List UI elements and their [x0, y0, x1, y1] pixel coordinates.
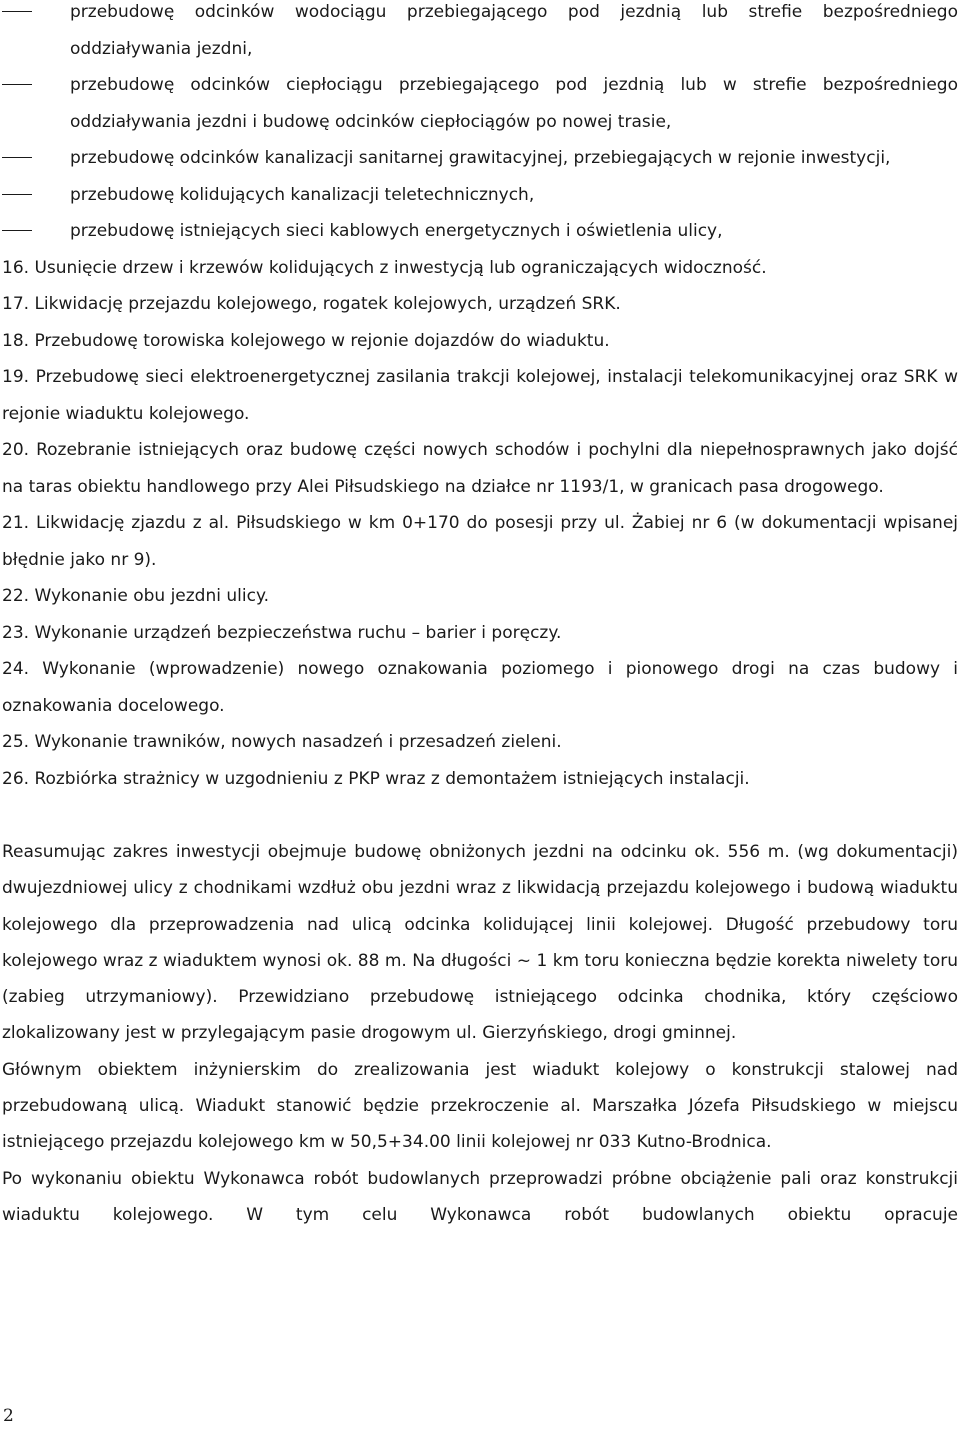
paragraph: Po wykonaniu obiektu Wykonawca robót budowlanych przeprowadzi próbne obciążenie pali oraz konstrukcji wiaduktu kolejowego. W tym celu Wykonawca robót budowlanych obiektu opracuje [2, 1168, 958, 1225]
bullet-list [0, 0, 960, 250]
paragraph: Głównym obiektem inżynierskim do zrealizowania jest wiadukt kolejowy o konstrukcji stalowej nad przebudowaną ulicą. Wiadukt stanowić będzie przekroczenie al. Marszałka Józefa Piłsudskiego w miejscu istniejącego przejazdu kolejowego km w 50,5+34.00 linii kolejowej nr 033 Kutno-Brodnica. [2, 1059, 958, 1153]
list-item: przebudowę odcinków wodociągu przebiegającego pod jezdnią lub strefie bezpośredniego oddziaływania jezdni, [0, 0, 960, 67]
page-number: 2 [3, 1406, 14, 1426]
numbered-item: 24. Wykonanie (wprowadzenie) nowego oznakowania poziomego i pionowego drogi na czas budowy i oznakowania docelowego. [2, 659, 958, 716]
numbered-item: 25. Wykonanie trawników, nowych nasadzeń i przesadzeń zieleni. [2, 732, 562, 752]
numbered-item: 18. Przebudowę torowiska kolejowego w rejonie dojazdów do wiaduktu. [2, 330, 610, 351]
dash-marker [2, 194, 32, 195]
numbered-item: 20. Rozebranie istniejących oraz budowę części nowych schodów i pochylni dla niepełnosprawnych jako dojść na taras obiektu handlowego przy Alei Piłsudskiego na działce nr 1193/1, w granicach pasa drogowego. [2, 440, 958, 497]
dash-marker [2, 11, 32, 12]
summary-section [0, 834, 960, 1233]
dash-marker [2, 230, 32, 231]
numbered-item: 23. Wykonanie urządzeń bezpieczeństwa ruchu – barier i poręczy. [2, 622, 562, 643]
list-item: przebudowę odcinków kanalizacji sanitarnej grawitacyjnej, przebiegających w rejonie inwestycji, [0, 140, 960, 177]
paragraph-gap [0, 797, 960, 834]
list-item: przebudowę istniejących sieci kablowych energetycznych i oświetlenia ulicy, [0, 213, 960, 250]
numbered-item: 19. Przebudowę sieci elektroenergetycznej zasilania trakcji kolejowej, instalacji telekomunikacyjnej oraz SRK w rejonie wiaduktu kolejowego. [2, 367, 958, 424]
numbered-item: 17. Likwidację przejazdu kolejowego, rogatek kolejowych, urządzeń SRK. [2, 294, 621, 314]
dash-marker [2, 157, 32, 158]
numbered-item: 22. Wykonanie obu jezdni ulicy. [2, 586, 269, 606]
paragraph: Reasumując zakres inwestycji obejmuje budowę obniżonych jezdni na odcinku ok. 556 m. (wg dokumentacji) dwujezdniowej ulicy z chodnikami wzdłuż obu jezdni wraz z likwidacją przejazdu kolejowego i budową wiaduktu kolejowego dla przeprowadzenia nad ulicą odcinka kolidującej linii kolejowej. Długość przebudowy toru kolejowego wraz z wiaduktem wynosi ok. 88 m. Na długości ~ 1 km toru konieczna będzie korekta niwelety toru (zabieg utrzymaniowy). Przewidziano przebudowę istniejącego odcinka chodnika, który częściowo zlokalizowany jest w przylegającym pasie drogowym ul. Gierzyńskiego, drogi gminnej. [2, 842, 958, 1044]
numbered-item: 21. Likwidację zjazdu z al. Piłsudskiego w km 0+170 do posesji przy ul. Żabiej nr 6 (w dokumentacji wpisanej błędnie jako nr 9). [2, 513, 958, 570]
numbered-item: 16. Usunięcie drzew i krzewów kolidujących z inwestycją lub ograniczających widoczność. [2, 257, 767, 278]
numbered-list [0, 250, 960, 798]
dash-marker [2, 84, 32, 85]
list-item: przebudowę odcinków ciepłociągu przebiegającego pod jezdnią lub w strefie bezpośredniego oddziaływania jezdni i budowę odcinków ciepłociągów po nowej trasie, [0, 67, 960, 140]
list-item: przebudowę kolidujących kanalizacji teletechnicznych, [0, 177, 960, 214]
numbered-item: 26. Rozbiórka strażnicy w uzgodnieniu z PKP wraz z demontażem istniejących instalacji. [2, 768, 750, 789]
